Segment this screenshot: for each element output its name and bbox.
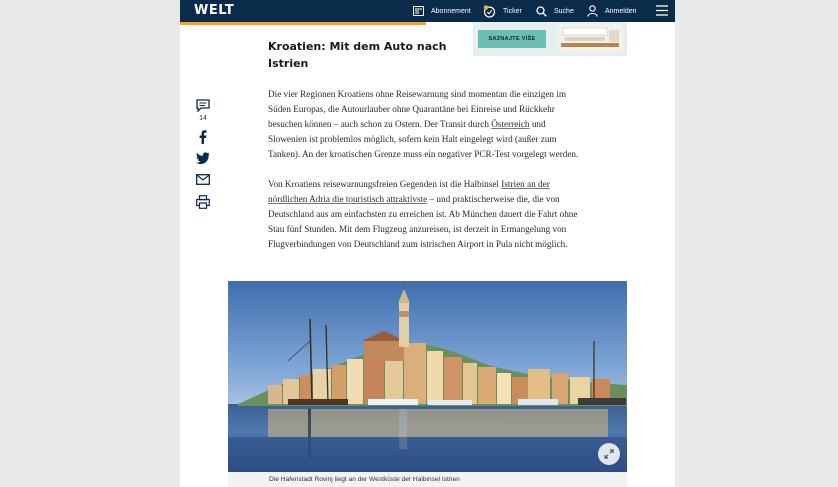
paragraph-2-text-a: Von Kroatiens reisewarnungsfreien Gegenden ist die Halbinsel bbox=[268, 179, 502, 189]
expand-icon bbox=[604, 449, 614, 459]
image-caption: Die Hafenstadt Rovinj liegt an der Westküste der Halbinsel Istrien bbox=[228, 472, 627, 487]
nav-ticker-label: Ticker bbox=[503, 7, 522, 15]
top-navigation-bar bbox=[180, 0, 675, 22]
advertisement-banner[interactable] bbox=[473, 22, 627, 56]
paragraph-1-text-a: Die vier Regionen Kroatiens ohne Reisewarnung sind momentan die einzigen im Süden Europas, die Autourlauber ohne Quarantäne bei Einreise und Rückkehr besuchen können – auch schon zu Ostern. Der Transit durch bbox=[268, 89, 567, 129]
progress-accent-line bbox=[180, 22, 426, 25]
article-photo-rovinj[interactable] bbox=[228, 281, 627, 472]
user-icon bbox=[587, 5, 598, 17]
ticker-clock-icon bbox=[483, 5, 496, 18]
nav-subscription[interactable] bbox=[413, 0, 471, 22]
newspaper-icon bbox=[413, 6, 424, 16]
twitter-icon[interactable] bbox=[196, 152, 210, 164]
nav-search[interactable] bbox=[536, 0, 574, 22]
search-icon bbox=[536, 6, 547, 17]
harbour-illustration bbox=[228, 281, 627, 472]
comment-icon[interactable] bbox=[196, 99, 210, 112]
expand-image-button[interactable] bbox=[598, 443, 620, 465]
ad-cta-button[interactable]: SAZNAJTE VIŠE bbox=[478, 30, 546, 48]
ad-furniture-image bbox=[557, 24, 623, 52]
link-istrien[interactable]: Istrien an der nördlichen Adria die touristisch attraktivste bbox=[268, 179, 550, 204]
email-icon[interactable] bbox=[196, 174, 210, 185]
nav-subscription-label: Abonnement bbox=[431, 7, 471, 15]
nav-search-label: Suche bbox=[554, 7, 574, 15]
facebook-icon[interactable] bbox=[199, 130, 207, 144]
link-oesterreich[interactable]: Österreich bbox=[491, 119, 530, 129]
welt-logo[interactable]: WELT bbox=[194, 3, 235, 18]
article-paragraph-1 bbox=[268, 87, 586, 162]
menu-icon[interactable] bbox=[656, 5, 668, 16]
comment-count: 14 bbox=[199, 115, 207, 122]
nav-login[interactable] bbox=[587, 0, 637, 22]
paragraph-2-text-b: – und praktischerweise die, die von Deutschland aus am einfachsten zu erreichen ist. Ab München dauert die Fahrt ohne Stau fünf Stunden. Mit dem Flugzeug anzureisen, ist derzeit in Ermangelung von Flugverbindungen von Deutschland zum istrischen Airport in Pula nicht möglich. bbox=[268, 194, 578, 249]
nav-ticker[interactable] bbox=[483, 0, 522, 22]
article-paragraph-2 bbox=[268, 177, 586, 252]
nav-login-label: Anmelden bbox=[605, 7, 637, 15]
print-icon[interactable] bbox=[196, 195, 210, 209]
paragraph-1-text-b: und Slowenien ist problemlos möglich, sofern kein Halt eingelegt wird (außer zum Tanken). An der kroatischen Grenze muss ein negativer PCR-Test vorgelegt werden. bbox=[268, 119, 579, 159]
section-headline: Kroatien: Mit dem Auto nach Istrien bbox=[268, 40, 447, 70]
